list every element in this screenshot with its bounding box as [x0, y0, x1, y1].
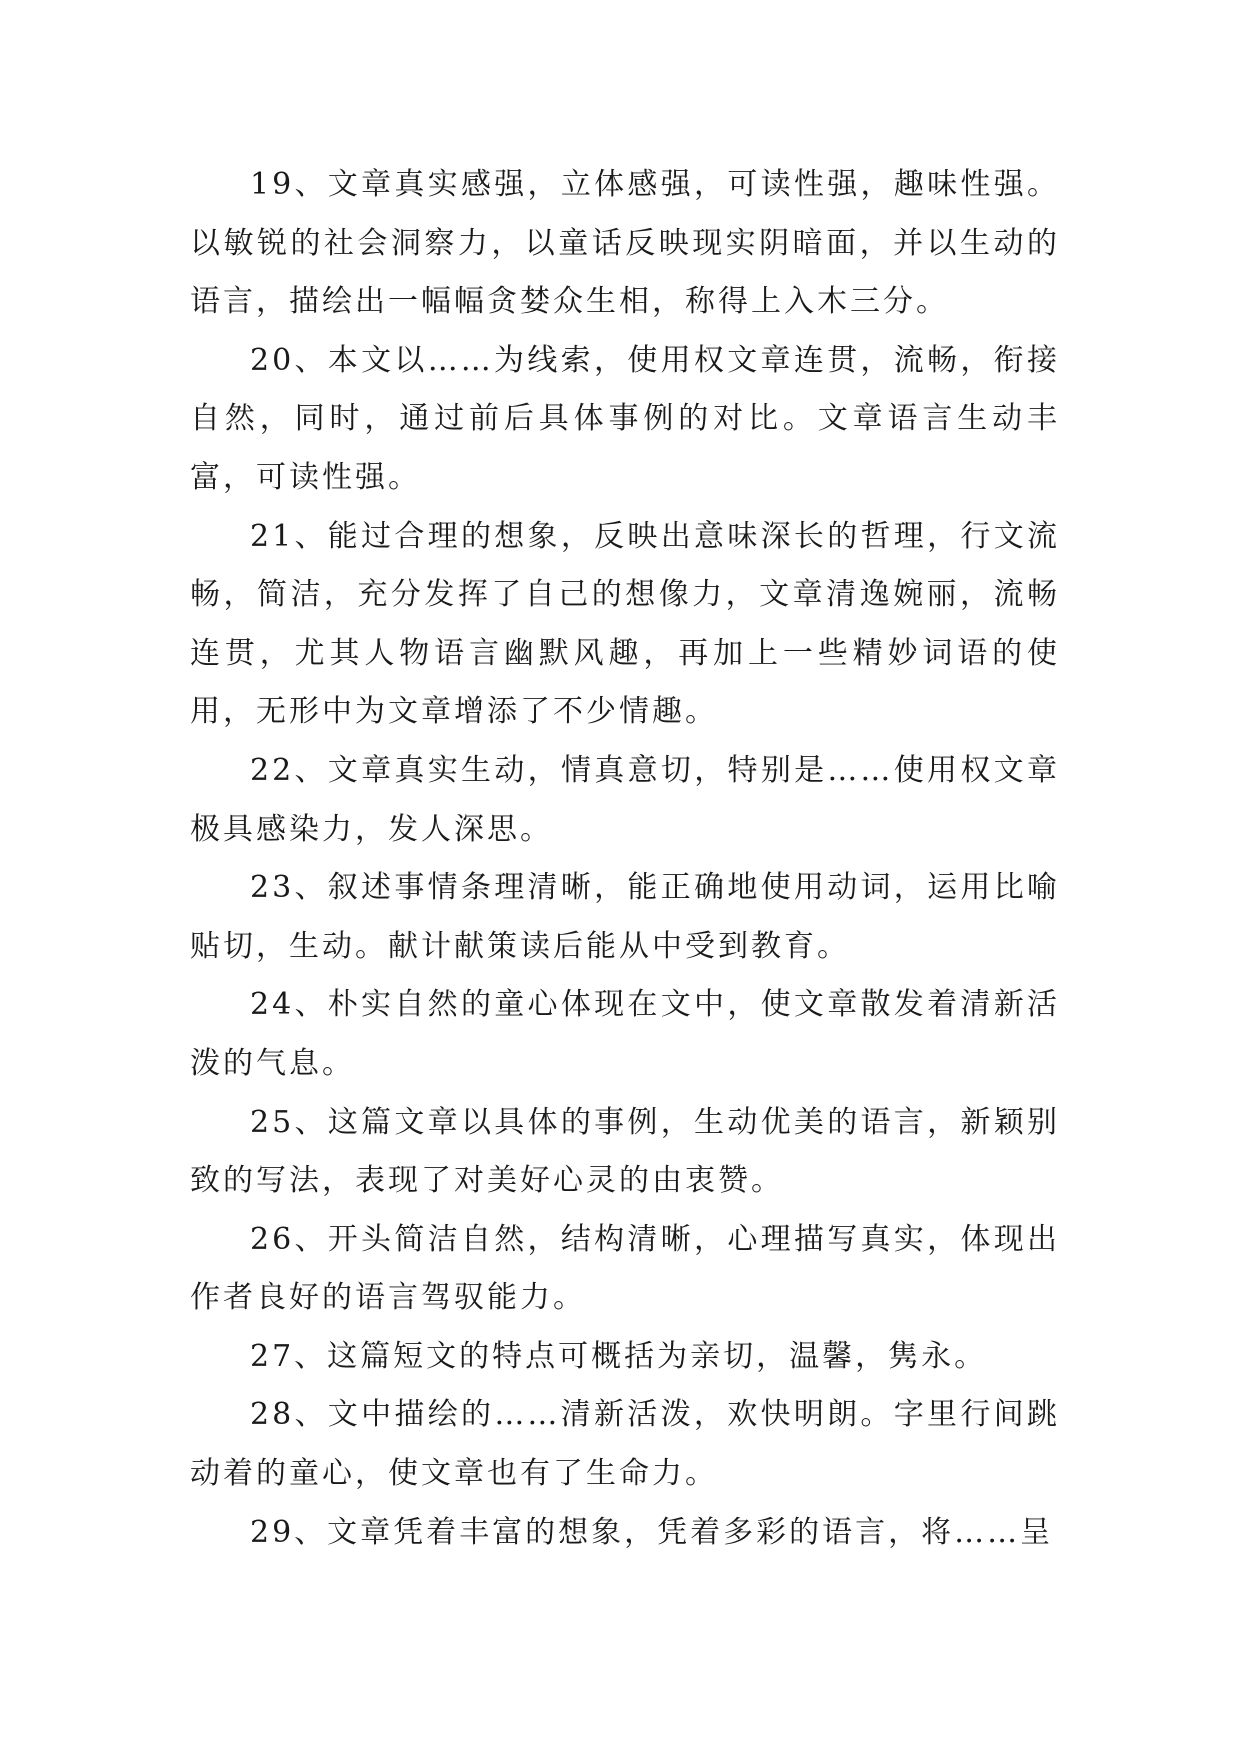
paragraph-23: 23、叙述事情条理清晰，能正确地使用动词，运用比喻贴切，生动。献计献策读后能从中受到教育。 — [190, 870, 1060, 964]
paragraph-27: 27、这篇短文的特点可概括为亲切，温馨，隽永。 — [250, 1338, 988, 1374]
paragraph-26: 26、开头简洁自然，结构清晰，心理描写真实，体现出作者良好的语言驾驭能力。 — [190, 1221, 1060, 1316]
paragraph-20: 20、本文以……为线索，使用权文章连贯，流畅，衔接自然，同时，通过前后具体事例的对比。文章语言生动丰富，可读性强。 — [190, 342, 1060, 495]
paragraph-29: 29、文章凭着丰富的想象，凭着多彩的语言，将……呈 — [250, 1514, 1054, 1550]
paragraph-19: 19、文章真实感强，立体感强，可读性强，趣味性强。以敏锐的社会洞察力，以童话反映现实阴暗面，并以生动的语言，描绘出一幅幅贪婪众生相，称得上入木三分。 — [190, 167, 1060, 320]
paragraph-21: 21、能过合理的想象，反映出意味深长的哲理，行文流畅，简洁，充分发挥了自己的想像力，文章清逸婉丽，流畅连贯，尤其人物语言幽默风趣，再加上一些精妙词语的使用，无形中为文章增添了不少情趣。 — [190, 518, 1060, 730]
document-body — [190, 156, 1060, 1562]
paragraph-25: 25、这篇文章以具体的事例，生动优美的语言，新颖别致的写法，表现了对美好心灵的由衷赞。 — [190, 1104, 1060, 1199]
paragraph-22: 22、文章真实生动，情真意切，特别是……使用权文章极具感染力，发人深思。 — [190, 752, 1060, 847]
paragraph-28: 28、文中描绘的……清新活泼，欢快明朗。字里行间跳动着的童心，使文章也有了生命力。 — [190, 1397, 1060, 1492]
paragraph-24: 24、朴实自然的童心体现在文中，使文章散发着清新活泼的气息。 — [190, 987, 1060, 1081]
